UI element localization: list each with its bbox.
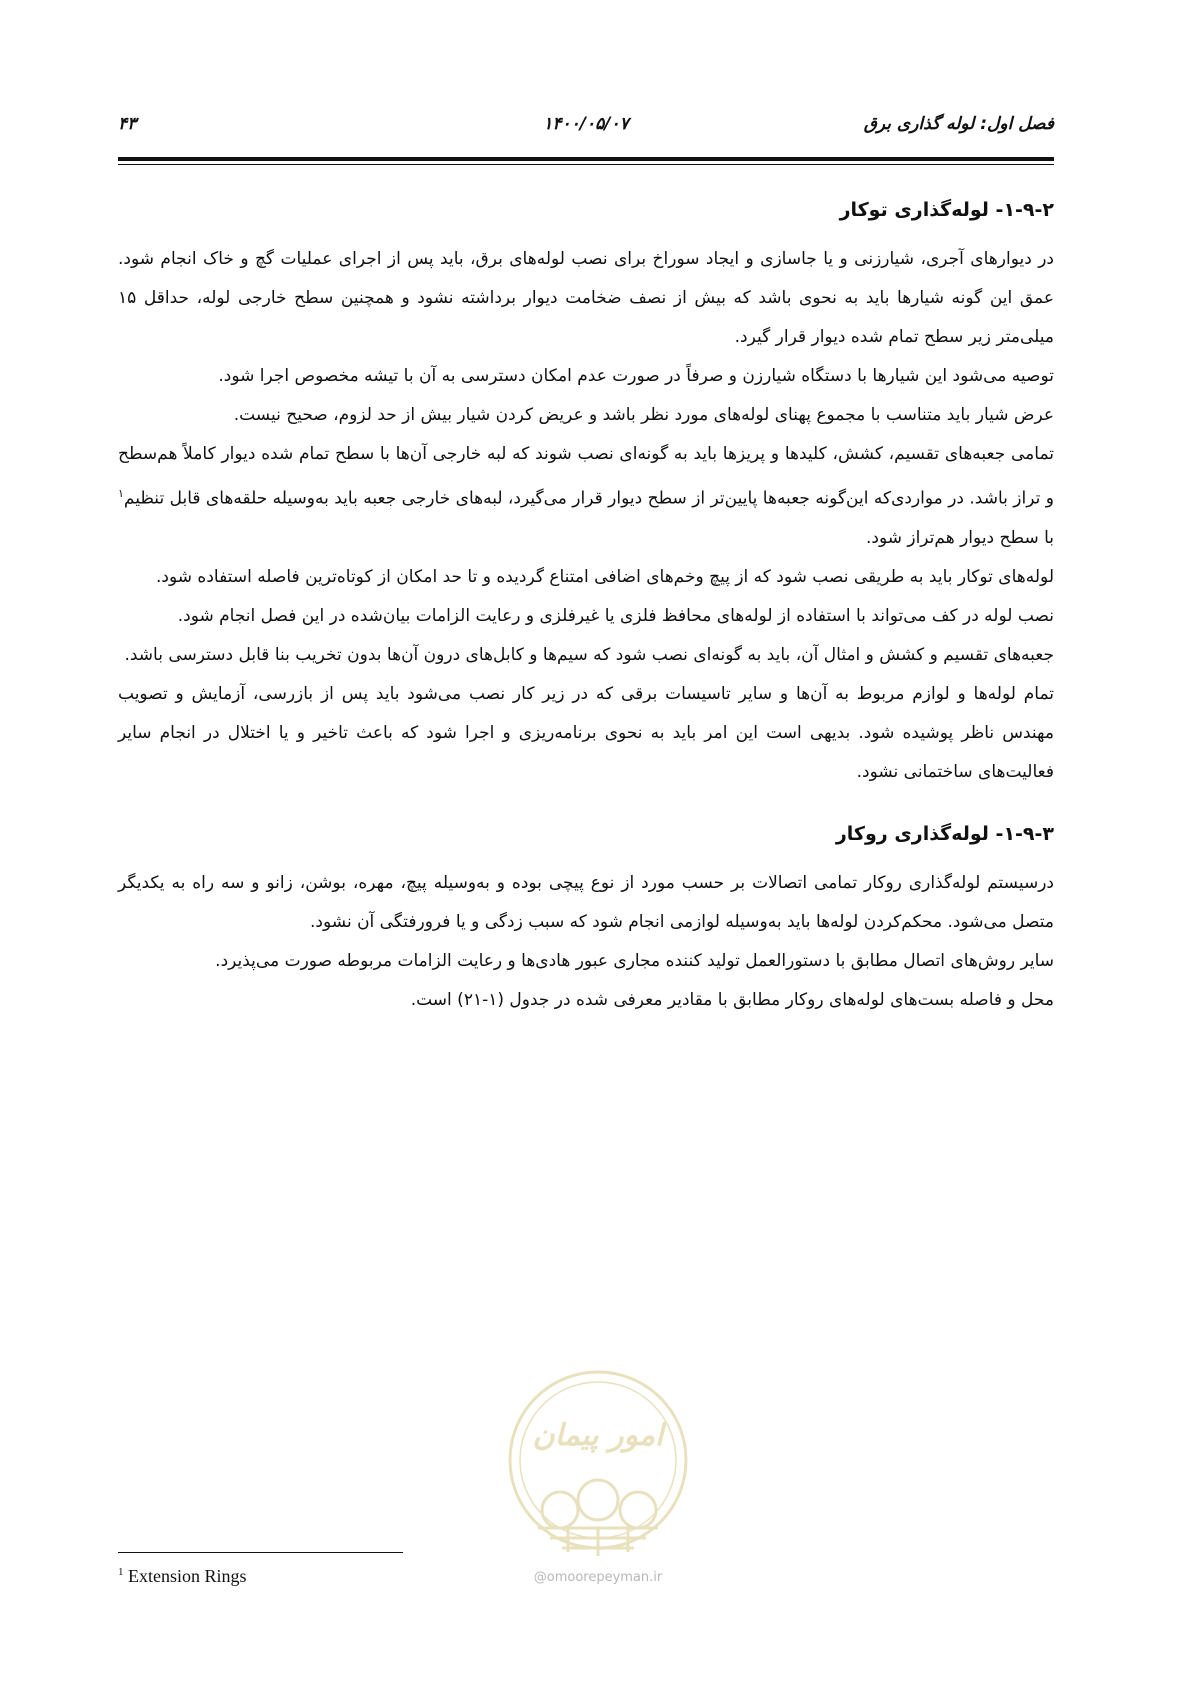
header-date: ۱۴۰۰/۰۵/۰۷ [543, 114, 629, 134]
paragraph: لوله‌های توکار باید به طریقی نصب شود که از پیچ وخم‌های اضافی امتناع گردیده و تا حد امکان از کوتاه‌ترین فاصله استفاده شود. [156, 566, 1054, 587]
paragraph: جعبه‌های تقسیم و کشش و امثال آن، باید به گونه‌ای نصب شود که سیم‌ها و کابل‌های درون آن‌ها بدون تخریب بنا قابل دسترسی باشد. [124, 644, 1054, 665]
paragraph: درسیستم لوله‌گذاری روکار تمامی اتصالات بر حسب مورد از نوع پیچی بوده و به‌وسیله پیچ، مهره، بوشن، زانو و سه راه به یکدیگر متصل می‌شود. محکم‌کردن لوله‌ها باید به‌وسیله لوازمی انجام شود که سبب زدگی و یا فرورفتگی آن نشود. [118, 872, 1054, 932]
paragraph: نصب لوله در کف می‌تواند با استفاده از لوله‌های محافظ فلزی یا غیرفلزی و رعایت الزامات بیان‌شده در این فصل انجام شود. [177, 605, 1054, 626]
page-body [118, 186, 1054, 1020]
paragraph: سایر روش‌های اتصال مطابق با دستورالعمل تولید کننده مجاری عبور هادی‌ها و رعایت الزامات مربوطه صورت می‌پذیرد. [215, 950, 1054, 971]
watermark-logo [498, 1360, 698, 1580]
page-number: ۴۳ [118, 114, 137, 134]
paragraph-text: تمامی جعبه‌های تقسیم، کشش، کلیدها و پریزها باید به گونه‌ای نصب شوند که لبه خارجی آن‌ها با سطح تمام شده دیوار کاملاً هم‌سطح و تراز باشد. در مواردی‌که این‌گونه جعبه‌ها پایین‌تر از سطح دیوار قرار می‌گیرد، لبه‌های خارجی جعبه باید به‌وسیله حلقه‌های قابل تنظیم [118, 444, 1054, 509]
footnote-separator [118, 1552, 403, 1553]
section-heading-concealed: ۱-۹-۲- لوله‌گذاری توکار [839, 199, 1054, 221]
paragraph: محل و فاصله بست‌های لوله‌های روکار مطابق با مقادیر معرفی شده در جدول (۱-۲۱) است. [410, 989, 1054, 1010]
footnote [118, 1566, 247, 1587]
page-header [118, 114, 1054, 146]
section-heading-surface: ۱-۹-۳- لوله‌گذاری روکار [835, 822, 1054, 845]
paragraph-with-footnote [118, 435, 1054, 558]
watermark-logo-text: امور پیمان [532, 1418, 664, 1453]
footnote-text: Extension Rings [123, 1566, 247, 1586]
footnote-number: 1 [118, 1566, 124, 1578]
paragraph: عرض شیار باید متناسب با مجموع پهنای لوله‌های مورد نظر باشد و عریض کردن شیار بیش از حد لزوم، صحیح نیست. [233, 405, 1054, 425]
header-rule-thick [118, 157, 1054, 161]
header-rule-thin [118, 164, 1054, 165]
watermark-website: @omoorepeyman.ir [533, 1570, 663, 1585]
chapter-title: فصل اول: لوله گذاری برق [863, 114, 1054, 134]
paragraph: تمام لوله‌ها و لوازم مربوط به آن‌ها و سایر تاسیسات برقی که در زیر کار نصب می‌شود باید پس از بازرسی، آزمایش و تصویب مهندس ناظر پوشیده شود. بدیهی است این امر باید به نحوی برنامه‌ریزی و اجرا شود که باعث تاخیر و یا اختلال در انجام سایر فعالیت‌های ساختمانی نشود. [118, 683, 1054, 782]
footnote-marker[interactable]: ۱ [118, 487, 124, 500]
paragraph-text: با سطح دیوار هم‌تراز شود. [865, 527, 1054, 548]
paragraph: در دیوارهای آجری، شیارزنی و یا جاسازی و ایجاد سوراخ برای نصب لوله‌های برق، باید پس از اجرای عملیات گچ و خاک انجام شود. عمق این گونه شیارها باید به نحوی باشد که بیش از نصف ضخامت دیوار برداشته نشود و همچنین سطح خارجی لوله، حداقل ۱۵ میلی‌متر زیر سطح تمام شده دیوار قرار گیرد. [118, 249, 1054, 347]
paragraph: توصیه می‌شود این شیارها با دستگاه شیارزن و صرفاً در صورت عدم امکان دسترسی به آن با تیشه مخصوص اجرا شود. [218, 366, 1054, 386]
